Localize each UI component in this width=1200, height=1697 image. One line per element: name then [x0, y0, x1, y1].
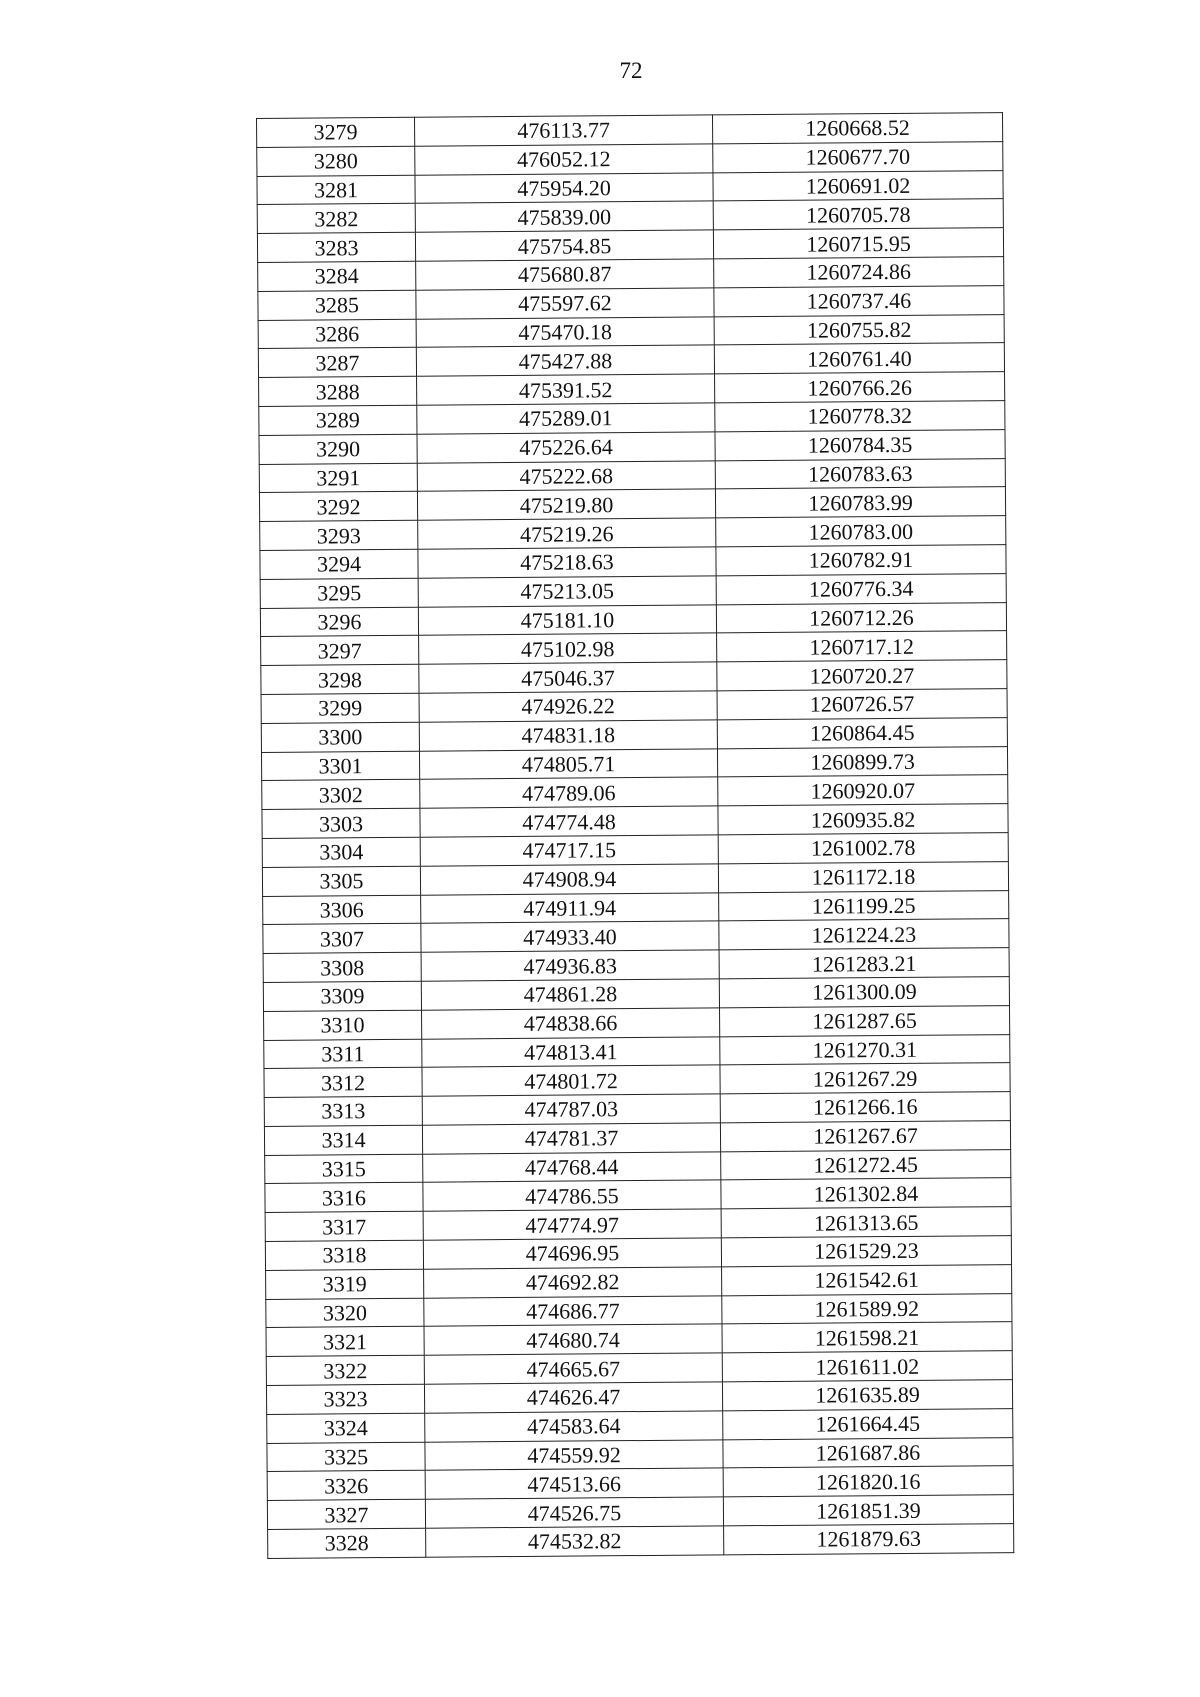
point-number-cell: 3286 [258, 319, 416, 349]
x-coordinate-cell: 474813.41 [422, 1036, 720, 1067]
y-coordinate-cell: 1261598.21 [722, 1322, 1012, 1353]
y-coordinate-cell: 1261266.16 [720, 1092, 1010, 1123]
y-coordinate-cell: 1261267.29 [720, 1063, 1010, 1094]
y-coordinate-cell: 1261879.63 [724, 1524, 1014, 1555]
x-coordinate-cell: 474787.03 [422, 1094, 720, 1125]
y-coordinate-cell: 1260705.78 [713, 199, 1003, 230]
point-number-cell: 3287 [258, 348, 416, 378]
x-coordinate-cell: 474801.72 [422, 1065, 720, 1096]
y-coordinate-cell: 1261270.31 [720, 1034, 1010, 1065]
y-coordinate-cell: 1261529.23 [721, 1236, 1011, 1267]
y-coordinate-cell: 1261589.92 [722, 1293, 1012, 1324]
point-number-cell: 3290 [259, 434, 417, 464]
y-coordinate-cell: 1261542.61 [722, 1264, 1012, 1295]
y-coordinate-cell: 1261302.84 [721, 1178, 1011, 1209]
point-number-cell: 3298 [261, 664, 419, 694]
coordinates-table-body [257, 113, 1014, 1559]
point-number-cell: 3328 [268, 1528, 426, 1558]
x-coordinate-cell: 476113.77 [414, 115, 712, 146]
y-coordinate-cell: 1260737.46 [714, 285, 1004, 316]
x-coordinate-cell: 474559.92 [425, 1440, 723, 1471]
point-number-cell: 3282 [257, 204, 415, 234]
point-number-cell: 3316 [265, 1183, 423, 1213]
point-number-cell: 3299 [261, 693, 419, 723]
x-coordinate-cell: 474686.77 [424, 1296, 722, 1327]
point-number-cell: 3317 [265, 1212, 423, 1242]
point-number-cell: 3281 [257, 175, 415, 205]
y-coordinate-cell: 1261002.78 [718, 833, 1008, 864]
y-coordinate-cell: 1261611.02 [722, 1351, 1012, 1382]
y-coordinate-cell: 1260726.57 [717, 689, 1007, 720]
y-coordinate-cell: 1260677.70 [713, 141, 1003, 172]
point-number-cell: 3280 [257, 146, 415, 176]
point-number-cell: 3302 [262, 780, 420, 810]
point-number-cell: 3279 [257, 117, 415, 147]
point-number-cell: 3310 [264, 1010, 422, 1040]
x-coordinate-cell: 474680.74 [424, 1324, 722, 1355]
point-number-cell: 3307 [263, 924, 421, 954]
y-coordinate-cell: 1260776.34 [716, 573, 1006, 604]
point-number-cell: 3324 [267, 1413, 425, 1443]
x-coordinate-cell: 474717.15 [420, 835, 718, 866]
x-coordinate-cell: 474926.22 [419, 691, 717, 722]
x-coordinate-cell: 475680.87 [416, 259, 714, 290]
y-coordinate-cell: 1260935.82 [718, 804, 1008, 835]
point-number-cell: 3284 [258, 261, 416, 291]
y-coordinate-cell: 1261199.25 [719, 890, 1009, 921]
x-coordinate-cell: 475427.88 [416, 345, 714, 376]
point-number-cell: 3312 [264, 1068, 422, 1098]
y-coordinate-cell: 1260755.82 [714, 314, 1004, 345]
x-coordinate-cell: 474936.83 [421, 950, 719, 981]
point-number-cell: 3313 [264, 1096, 422, 1126]
x-coordinate-cell: 474696.95 [423, 1238, 721, 1269]
y-coordinate-cell: 1260720.27 [717, 660, 1007, 691]
x-coordinate-cell: 475470.18 [416, 316, 714, 347]
point-number-cell: 3301 [261, 751, 419, 781]
x-coordinate-cell: 474626.47 [424, 1382, 722, 1413]
x-coordinate-cell: 475181.10 [418, 604, 716, 635]
y-coordinate-cell: 1261313.65 [721, 1207, 1011, 1238]
y-coordinate-cell: 1260668.52 [712, 113, 1002, 144]
x-coordinate-cell: 475219.26 [418, 518, 716, 549]
x-coordinate-cell: 476052.12 [415, 144, 713, 175]
x-coordinate-cell: 474861.28 [421, 979, 719, 1010]
x-coordinate-cell: 474789.06 [420, 777, 718, 808]
point-number-cell: 3309 [263, 981, 421, 1011]
x-coordinate-cell: 474774.97 [423, 1209, 721, 1240]
x-coordinate-cell: 475222.68 [417, 460, 715, 491]
y-coordinate-cell: 1261267.67 [720, 1120, 1010, 1151]
point-number-cell: 3327 [267, 1499, 425, 1529]
y-coordinate-cell: 1261300.09 [719, 977, 1009, 1008]
x-coordinate-cell: 474781.37 [422, 1123, 720, 1154]
y-coordinate-cell: 1260920.07 [718, 775, 1008, 806]
x-coordinate-cell: 475289.01 [417, 403, 715, 434]
point-number-cell: 3289 [259, 405, 417, 435]
x-coordinate-cell: 474805.71 [419, 748, 717, 779]
point-number-cell: 3320 [266, 1298, 424, 1328]
point-number-cell: 3311 [264, 1039, 422, 1069]
point-number-cell: 3293 [260, 520, 418, 550]
point-number-cell: 3308 [263, 952, 421, 982]
y-coordinate-cell: 1260899.73 [717, 746, 1007, 777]
y-coordinate-cell: 1260712.26 [716, 602, 1006, 633]
x-coordinate-cell: 475218.63 [418, 547, 716, 578]
y-coordinate-cell: 1260766.26 [715, 372, 1005, 403]
x-coordinate-cell: 474908.94 [420, 864, 718, 895]
point-number-cell: 3297 [261, 636, 419, 666]
coordinates-table [256, 112, 1014, 1559]
y-coordinate-cell: 1261687.86 [723, 1437, 1013, 1468]
x-coordinate-cell: 474933.40 [421, 921, 719, 952]
x-coordinate-cell: 475839.00 [415, 201, 713, 232]
y-coordinate-cell: 1260783.63 [715, 458, 1005, 489]
x-coordinate-cell: 474513.66 [425, 1468, 723, 1499]
point-number-cell: 3325 [267, 1442, 425, 1472]
point-number-cell: 3295 [260, 578, 418, 608]
table-row [268, 1524, 1014, 1559]
y-coordinate-cell: 1260783.99 [715, 487, 1005, 518]
y-coordinate-cell: 1261287.65 [720, 1005, 1010, 1036]
point-number-cell: 3288 [259, 376, 417, 406]
y-coordinate-cell: 1260717.12 [717, 631, 1007, 662]
x-coordinate-cell: 475102.98 [419, 633, 717, 664]
x-coordinate-cell: 474831.18 [419, 720, 717, 751]
point-number-cell: 3318 [265, 1240, 423, 1270]
point-number-cell: 3305 [262, 866, 420, 896]
x-coordinate-cell: 475046.37 [419, 662, 717, 693]
y-coordinate-cell: 1260782.91 [716, 545, 1006, 576]
y-coordinate-cell: 1261172.18 [718, 861, 1008, 892]
x-coordinate-cell: 474526.75 [425, 1497, 723, 1528]
x-coordinate-cell: 474774.48 [420, 806, 718, 837]
y-coordinate-cell: 1260724.86 [714, 257, 1004, 288]
point-number-cell: 3283 [257, 232, 415, 262]
y-coordinate-cell: 1261820.16 [723, 1466, 1013, 1497]
y-coordinate-cell: 1260761.40 [714, 343, 1004, 374]
x-coordinate-cell: 474911.94 [421, 892, 719, 923]
y-coordinate-cell: 1261664.45 [723, 1408, 1013, 1439]
x-coordinate-cell: 475954.20 [415, 173, 713, 204]
point-number-cell: 3291 [259, 463, 417, 493]
y-coordinate-cell: 1261635.89 [722, 1380, 1012, 1411]
x-coordinate-cell: 475219.80 [417, 489, 715, 520]
point-number-cell: 3323 [266, 1384, 424, 1414]
x-coordinate-cell: 474692.82 [424, 1267, 722, 1298]
point-number-cell: 3296 [260, 607, 418, 637]
y-coordinate-cell: 1261283.21 [719, 948, 1009, 979]
y-coordinate-cell: 1260864.45 [717, 717, 1007, 748]
point-number-cell: 3315 [265, 1154, 423, 1184]
x-coordinate-cell: 475754.85 [415, 230, 713, 261]
x-coordinate-cell: 474838.66 [422, 1008, 720, 1039]
point-number-cell: 3292 [259, 492, 417, 522]
point-number-cell: 3322 [266, 1355, 424, 1385]
point-number-cell: 3319 [266, 1269, 424, 1299]
y-coordinate-cell: 1260778.32 [715, 401, 1005, 432]
x-coordinate-cell: 475213.05 [418, 576, 716, 607]
x-coordinate-cell: 474532.82 [426, 1526, 724, 1557]
point-number-cell: 3306 [263, 895, 421, 925]
y-coordinate-cell: 1260783.00 [716, 516, 1006, 547]
x-coordinate-cell: 474665.67 [424, 1353, 722, 1384]
point-number-cell: 3326 [267, 1471, 425, 1501]
x-coordinate-cell: 475597.62 [416, 288, 714, 319]
point-number-cell: 3285 [258, 290, 416, 320]
y-coordinate-cell: 1260715.95 [713, 228, 1003, 259]
point-number-cell: 3314 [264, 1125, 422, 1155]
point-number-cell: 3321 [266, 1327, 424, 1357]
x-coordinate-cell: 474583.64 [425, 1411, 723, 1442]
point-number-cell: 3303 [262, 808, 420, 838]
point-number-cell: 3294 [260, 549, 418, 579]
point-number-cell: 3300 [261, 722, 419, 752]
y-coordinate-cell: 1260691.02 [713, 170, 1003, 201]
y-coordinate-cell: 1260784.35 [715, 429, 1005, 460]
x-coordinate-cell: 474768.44 [423, 1152, 721, 1183]
y-coordinate-cell: 1261851.39 [723, 1495, 1013, 1526]
page-number: 72 [619, 58, 643, 83]
y-coordinate-cell: 1261224.23 [719, 919, 1009, 950]
x-coordinate-cell: 474786.55 [423, 1180, 721, 1211]
x-coordinate-cell: 475391.52 [417, 374, 715, 405]
y-coordinate-cell: 1261272.45 [721, 1149, 1011, 1180]
point-number-cell: 3304 [262, 837, 420, 867]
x-coordinate-cell: 475226.64 [417, 432, 715, 463]
